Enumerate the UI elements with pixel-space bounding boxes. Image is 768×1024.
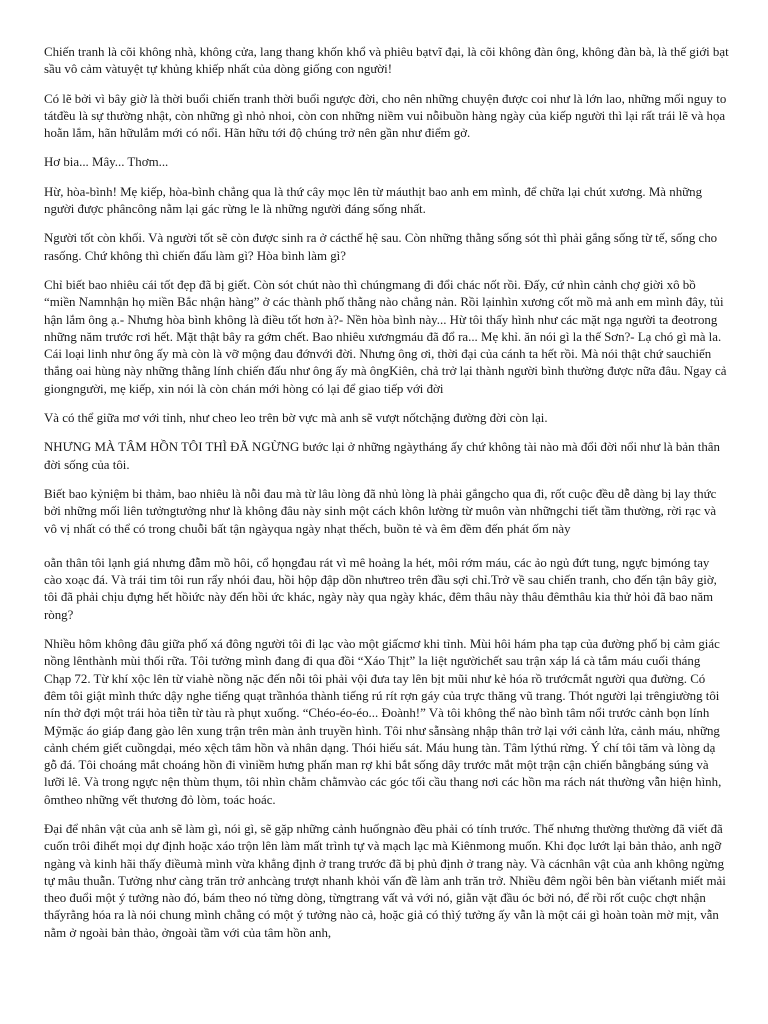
paragraph-6: Chỉ biết bao nhiêu cái tốt đẹp đã bị giết. Còn sót chút nào thì chúngmang đi đổi chác nốt rồi. Đấy, cứ nhìn cảnh chợ giời xô bồ “miền Namnhận họ miền Bắc nhận hàng” ở các thành phố thằng nào chẳng nản. Rồi lạinhìn xương cốt mồ mả anh em mình đây, tủi hận lắm ông ạ.- Nhưng hòa bình không là điều tốt hơn à?- Nền hòa bình này... Hừ tôi thấy hình như các mặt ngạ người ta đeotrong những năm trước rơi hết. Mặt thật bây ra gớm chết. Bao nhiêu xươngmáu đã đổ ra... Mẹ khỉ. ăn nói gì la thế Sơn?- Lạ chó gì mà la. Cái loại linh như ông ấy mà còn là vỡ mộng đau đớnvới đời. Nhưng ông ơi, thời đại của cánh ta hết rồi. Mà nói thật chứ sauchiến thắng oai hùng này những thằng lính chiến đấu như ông ấy mà ôngKiên, chả trở lại thành người bình thường được nữa đâu. Ngay cả giongngười, mẹ kiếp, xin nói là còn chán mới hòng có lại để giao tiếp với đời bbox=[44, 277, 727, 396]
paragraph-8: NHƯNG MÀ TÂM HỒN TÔI THÌ ĐÃ NGỪNG bước lại ở những ngàytháng ấy chứ không tài nào mà đổi đời nổi như là bản thân đời sống của tôi. bbox=[44, 440, 720, 472]
paragraph-2: Có lẽ bởi vì bây giờ là thời buổi chiến tranh thời buổi ngược đời, cho nên những chuyện được coi như là lớn lao, những mối nguy to tátđều là sự thường nhật, còn những gì nhỏ nhoi, còn con những niềm vui nỗibuồn hàng ngày của kiếp người thì lại rất trái lẽ và họa hoằn lắm, hãn hữulắm mới có nổi. Hãn hữu tới độ chúng trở nên gần như điểm gở. bbox=[44, 91, 727, 141]
paragraph-11: Nhiều hôm không đâu giữa phố xá đông người tôi đi lạc vào một giấcmơ khi tỉnh. Mùi hôi hám pha tạp của đường phố bị cảm giác nồng lênthành mùi thối rữa. Tôi tưởng mình đang đi qua đồi “Xáo Thịt” la liệt ngườichết sau trận xáp lá cà tắm máu cuối tháng Chạp 72. Từ khí xộc lên từ viahè nồng nặc đến nỗi tôi phải vội đưa tay lên bịt mũi như kẻ hóa rồ trướcmắt người qua đường. Có đêm tôi giật mình thức dậy nghe tiếng quạt trầnhóa thành tiếng rú rít rợn gáy của trực thăng vũ trang. Thót người lại trêngiường tôi nín thở đợi một trái hỏa tiễn từ tàu rà phụt xuống. “Chéo-éo-éo... Đoành!” Và tôi không thể nào bình tâm nổi trước cảnh bọn lính Mỹmặc áo giáp đang gào lên xung trận trên màn ảnh truyền hình. Tôi như sẵnsàng nhập thân trở lại với cảnh lửa, cảnh máu, những cảnh chém giết cuồngdại, méo xệch tâm hồn và nhân dạng. Thói hiếu sát. Máu hung tàn. Tâm lýthú rừng. Ý chí tôi tăm và lòng dạ gỗ đá. Tôi choáng mắt choáng hồn đi vìniềm hưng phấn man rợ khi bắt sống dây trước mắt một trận cận chiến bằngbáng súng và lưỡi lê. Và trong ngực nện thùm thụm, tôi nhìn chằm chằmvào các góc tối cầu thang nơi các hồn ma rách nát thường vẫn hiện hình, ômtheo những vết thương đỏ lòm, toác hoác. bbox=[44, 637, 722, 807]
paragraph-9: Biết bao kỷniệm bi thảm, bao nhiêu là nỗi đau mà từ lâu lòng đã nhủ lòng là phải gắngcho qua đi, rốt cuộc đều dễ dàng bị lay thức bởi những mối liên tưởngtưởng như là không đâu này sinh một cách khôn lường từ muôn vàn nhữngchi tiết tầm thường, rời rạc và vô vị nhất có thể có trong chuỗi bất tận ngàyqua ngày nhạt thếch, buồn tẻ và êm đềm đến phát ốm này bbox=[44, 486, 717, 536]
paragraph-4: Hừ, hòa-bình! Mẹ kiếp, hòa-bình chẳng qua là thứ cây mọc lên từ máuthịt bao anh em mình, để chữa lại chút xương. Mà những người được phâncông nằm lại gác rừng le là những người đáng sống nhất. bbox=[44, 184, 703, 217]
paragraph-1: Chiến tranh là cõi không nhà, không cửa, lang thang khốn khổ và phiêu bạtvĩ đại, là cõi không đàn ông, không đàn bà, là thế giới bạt sầu vô cảm vàtuyệt tự khủng khiếp nhất của dòng giống con người! bbox=[44, 45, 729, 77]
paragraph-7: Và có thể giữa mơ với tỉnh, như cheo leo trên bờ vực mà anh sẽ vượt nốtchặng đường đời còn lại. bbox=[44, 411, 548, 426]
paragraph-5: Người tốt còn khối. Và người tốt sẽ còn được sinh ra ở cácthế hệ sau. Còn những thằng sống sót thì phải gắng sống từ tế, sống cho rasống. Chứ không thì chiến đấu làm gì? Hòa bình làm gì? bbox=[44, 231, 718, 263]
paragraph-3: Hơ bia... Mây... Thơm... bbox=[44, 155, 169, 170]
paragraph-10: oằn thân tôi lạnh giá nhưng đẫm mồ hôi, cổ họngđau rát vì mê hoảng la hét, môi rớm máu, các ảo ngủ đứt tung, ngực bịmóng tay cào xoạc đá. Và trái tim tôi run rẩy nhói đau, hồi hộp đập dồn nhưtreo trên đầu sợi chỉ.Trở về sau chiến tranh, cho đến tận bây giờ, tôi đã phải chịu đựng hết hồiức này đến hồi ức khác, ngày này qua ngày khác, đêm thâu này thâu đêmthâu kia thử hỏi đã bao năm ròng? bbox=[44, 555, 717, 622]
paragraph-12: Đại để nhân vật của anh sẽ làm gì, nói gì, sẽ gặp những cảnh huốngnào đều phải có tính trước. Thế nhưng thường thường đã viết đã cuốn trôi đihết mọi dự định hoặc xáo trộn lên làm mất trình tự và mạch lạc mà Kiênmong muốn. Khi đọc lướt lại bản thảo, anh ngỡ ngàng và kinh hãi thấy điềumà mình vừa khẳng định ở trang trước đã bị phủ định ở trang này. Và cácnhân vật của anh không ngừng tự mâu thuẫn. Tưởng như càng trăn trở anhcàng trượt nhanh khỏi vấn đề làm anh trăn trở. Nhiều đêm ngồi bên bàn viếtanh miết mải theo đuổi một ý tưởng nào đó, bám theo nó từng dòng, từngtrang vất vả với nó, giằn vặt đầu óc bởi nó, để rồi rốt cuộc chợt nhận thấyrằng hóa ra là nói chung mình chẳng có một ý tưởng nào cả, hoặc giả có thìý tưởng ấy vẫn là một cái gì hoàn toàn mờ mịt, vẫn nằm ở ngoài bản thảo, ởngoài tầm với của tâm hồn anh, bbox=[44, 821, 726, 940]
